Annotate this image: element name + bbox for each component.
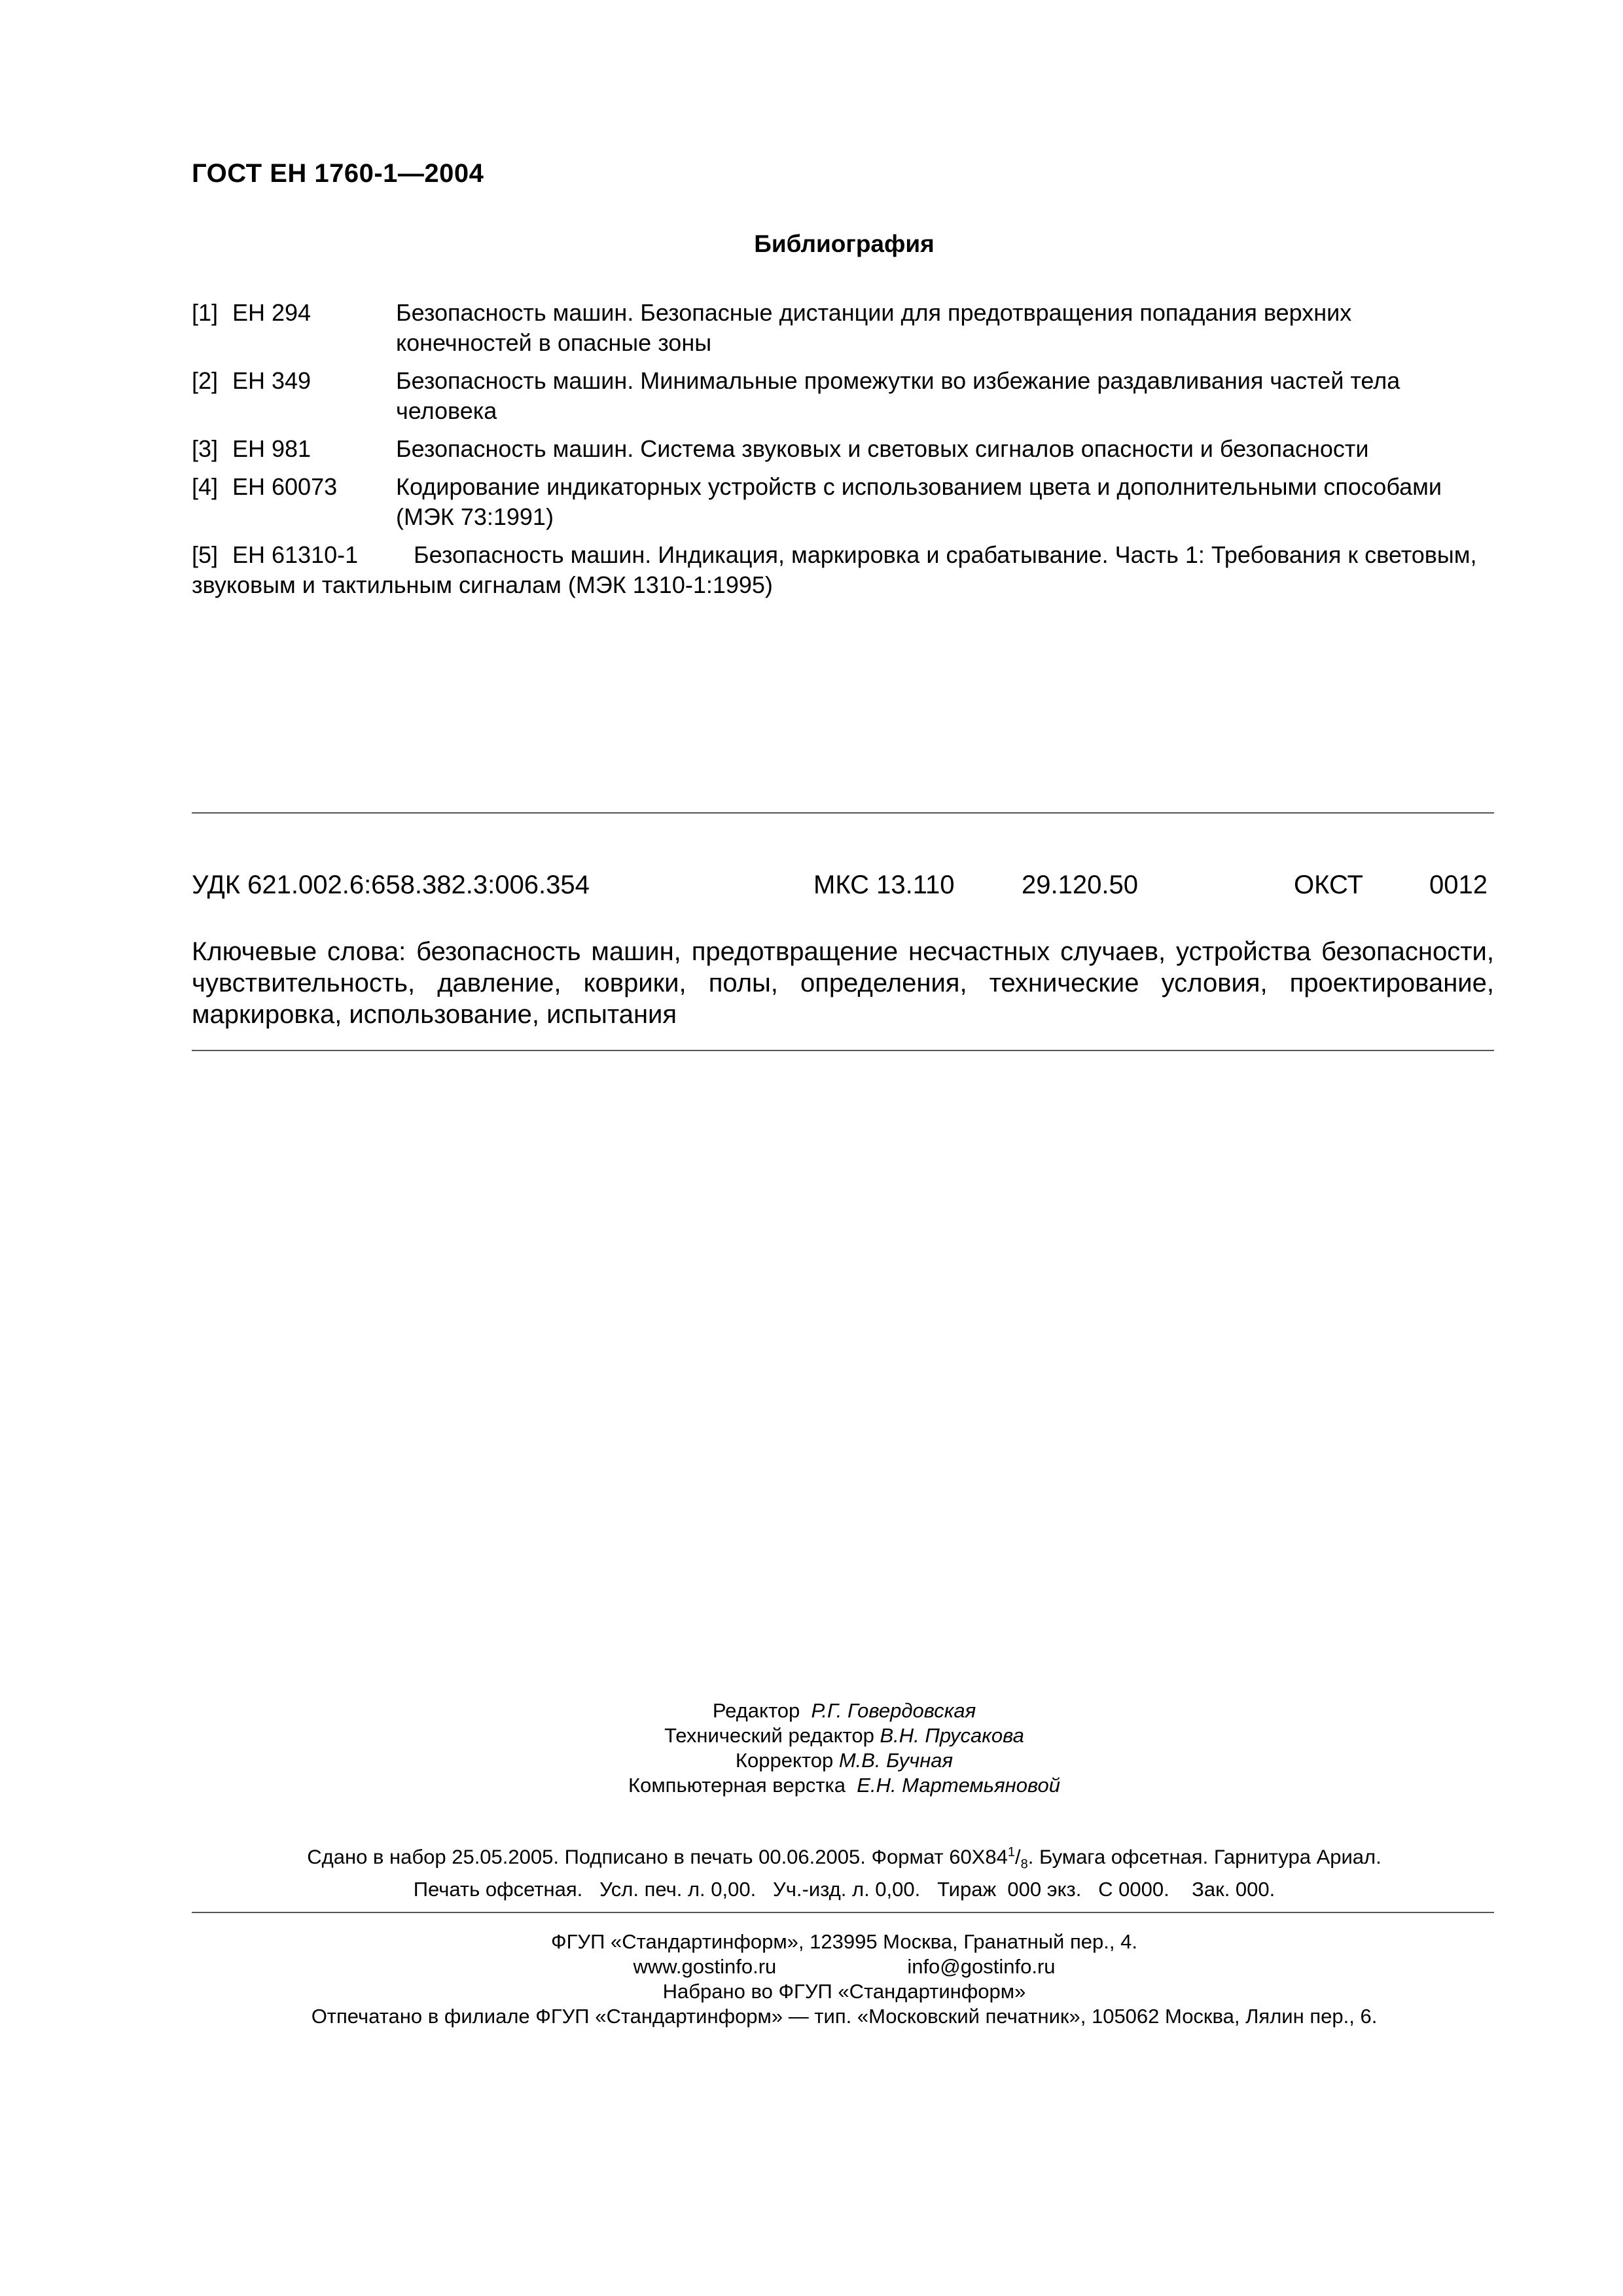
printed-info: Отпечатано в филиале ФГУП «Стандартинформ» — тип. «Московский печатник», 105062 Москва, Лялин пер., 6.	[311, 2005, 1378, 2028]
section-divider	[192, 812, 1494, 814]
udk-code: УДК 621.002.6:658.382.3:006.354	[192, 870, 590, 899]
bibliography-item-text: Безопасность машин. Система звуковых и световых сигналов опасности и безопасности	[396, 435, 1369, 462]
corrector-line	[0, 1748, 1623, 1773]
credits-block	[0, 1698, 1623, 1798]
bibliography-item-number: [3]	[192, 435, 219, 462]
bibliography-item-number: [2]	[192, 367, 219, 394]
keywords: Ключевые слова: безопасность машин, предотвращение несчастных случаев, устройства безопасности, чувствительность, давление, коврики, полы, определения, технические условия, проектирование, маркировка, использование, испытания	[192, 937, 1494, 1029]
bibliography-item	[192, 434, 1494, 464]
corrector-label: Корректор	[735, 1749, 834, 1772]
tech-editor-label: Технический редактор	[664, 1724, 874, 1747]
publication-line-1-a: Сдано в набор 25.05.2005. Подписано в печать 00.06.2005. Формат 60Х84	[307, 1845, 1008, 1869]
layout-line	[0, 1773, 1623, 1798]
bibliography-title: Библиография	[754, 230, 935, 257]
bibliography-item	[192, 540, 1494, 600]
publication-line-1-b: . Бумага офсетная. Гарнитура Ариал.	[1027, 1845, 1382, 1869]
publication-info	[0, 1840, 1623, 1902]
document-code: ГОСТ ЕН 1760-1—2004	[192, 159, 484, 188]
bibliography-item-code: ЕН 294	[232, 299, 312, 326]
keywords-divider	[192, 1050, 1494, 1051]
bibliography-list	[192, 298, 1494, 608]
email-link[interactable]: info@gostinfo.ru	[907, 1955, 1056, 1978]
bibliography-item	[192, 472, 1494, 532]
publication-line-2: Печать офсетная. Усл. печ. л. 0,00. Уч.-изд. л. 0,00. Тираж 000 экз. С 0000. Зак. 000.	[413, 1877, 1275, 1901]
bibliography-item-number: [5]	[192, 541, 219, 568]
printer-address: ФГУП «Стандартинформ», 123995 Москва, Гранатный пер., 4.	[551, 1930, 1137, 1953]
mks-code-secondary: 29.120.50	[1022, 870, 1138, 899]
bibliography-item-number: [4]	[192, 473, 219, 500]
typeset-info: Набрано во ФГУП «Стандартинформ»	[662, 1980, 1026, 2003]
bibliography-item-number: [1]	[192, 299, 219, 326]
layout-name: Е.Н. Мартемьяновой	[857, 1774, 1060, 1797]
bibliography-item-code: ЕН 349	[232, 367, 312, 394]
editor-line	[0, 1698, 1623, 1723]
bibliography-item-text: Кодирование индикаторных устройств с использованием цвета и дополнительными способами (МЭК 73:1991)	[396, 473, 1442, 530]
printer-info	[0, 1929, 1623, 2029]
editor-label: Редактор	[712, 1699, 800, 1722]
bibliography-item	[192, 298, 1494, 358]
okst-label: ОКСТ	[1294, 870, 1363, 899]
bibliography-item-code: ЕН 981	[232, 435, 312, 462]
bibliography-item-code: ЕН 60073	[232, 473, 338, 500]
format-fraction-numerator: 1	[1007, 1845, 1015, 1859]
tech-editor-line	[0, 1723, 1623, 1748]
corrector-name: М.В. Бучная	[838, 1749, 954, 1772]
website-link[interactable]: www.gostinfo.ru	[633, 1955, 777, 1978]
tech-editor-name: В.Н. Прусакова	[880, 1724, 1024, 1747]
layout-label: Компьютерная верстка	[628, 1774, 846, 1797]
bibliography-item	[192, 366, 1494, 426]
format-fraction-denominator: 8	[1020, 1857, 1028, 1872]
mks-code: МКС 13.110	[813, 870, 955, 899]
bibliography-item-text: Безопасность машин. Безопасные дистанции для предотвращения попадания верхних конечностей в опасные зоны	[396, 299, 1352, 356]
publication-line-1: Сдано в набор 25.05.2005. Подписано в печать 00.06.2005. Формат $60Х84^1/_8$. Бумага офсетная. Гарнитура Ариал.	[307, 1845, 1382, 1872]
bibliography-item-text: Безопасность машин. Индикация, маркировка и срабатывание. Часть 1: Требования к световым, звуковым и тактильным сигналам (МЭК 1310-1:1995)	[192, 541, 1477, 598]
bibliography-item-text: Безопасность машин. Минимальные промежутки во избежание раздавливания частей тела человека	[396, 367, 1400, 424]
imprint-divider	[192, 1912, 1494, 1913]
okst-code: 0012	[1429, 870, 1488, 899]
bibliography-item-code: ЕН 61310-1	[232, 541, 359, 568]
printer-contacts	[0, 1954, 1623, 1979]
editor-name: Р.Г. Говердовская	[811, 1699, 976, 1722]
